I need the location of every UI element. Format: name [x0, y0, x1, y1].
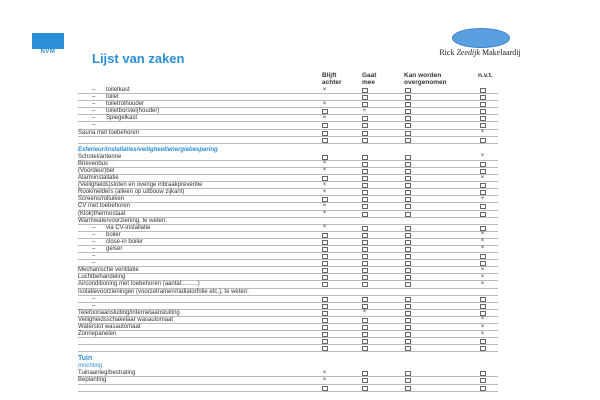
checkbox[interactable]: [480, 226, 486, 231]
checkbox[interactable]: [480, 339, 486, 344]
checkbox[interactable]: [405, 261, 411, 266]
checked-mark-icon[interactable]: ×: [322, 86, 327, 93]
checked-mark-icon[interactable]: ×: [322, 210, 327, 216]
checkbox[interactable]: [322, 254, 328, 259]
checkbox[interactable]: [405, 275, 411, 280]
page-title: Lijst van zaken: [92, 51, 185, 66]
checked-mark-icon[interactable]: ×: [480, 323, 485, 330]
checkbox[interactable]: [480, 254, 486, 259]
checkbox[interactable]: [405, 378, 411, 383]
checkbox[interactable]: [322, 233, 328, 238]
row-label: Airconditioning met toebehoren (aantal:.........): [78, 281, 200, 288]
table-row: [78, 331, 498, 338]
row-label: (Voordeur)bel: [78, 167, 115, 174]
checkbox[interactable]: [480, 304, 486, 309]
checkbox[interactable]: [362, 282, 368, 287]
dash-marker: –: [92, 101, 96, 108]
dash-marker: –: [92, 231, 96, 238]
checkbox[interactable]: [405, 162, 411, 167]
column-header-gaat-mee: Gaat mee: [362, 72, 377, 86]
checkbox[interactable]: [322, 268, 328, 273]
checkbox[interactable]: [480, 190, 486, 195]
checkbox[interactable]: [405, 116, 411, 121]
makelaar-last-name: Zeedijk: [456, 48, 480, 57]
table-row: [78, 203, 498, 210]
checkbox[interactable]: [480, 123, 486, 128]
checkbox[interactable]: [405, 240, 411, 245]
checked-mark-icon[interactable]: ×: [480, 330, 485, 337]
checkbox[interactable]: [405, 282, 411, 287]
dash-marker: –: [92, 108, 96, 115]
checkbox[interactable]: [322, 304, 328, 309]
row-label: Isolatievoorzieningen (voorzetramen/radiatorfolie etc.), te weten:: [78, 288, 249, 295]
checkbox[interactable]: [480, 162, 486, 167]
checked-mark-icon[interactable]: ×: [322, 376, 327, 383]
checkbox[interactable]: [405, 109, 411, 114]
checkbox[interactable]: [362, 95, 368, 100]
checkbox[interactable]: [362, 88, 368, 93]
checkbox[interactable]: [362, 332, 368, 337]
table-row: [78, 324, 498, 331]
checked-mark-icon[interactable]: ×: [480, 273, 485, 280]
row-label: Warmwatervoorziening, te weten:: [78, 217, 167, 224]
checkbox[interactable]: [362, 371, 368, 376]
checked-mark-icon[interactable]: ×: [322, 224, 327, 231]
dash-marker: –: [92, 238, 96, 245]
checkbox[interactable]: [480, 88, 486, 93]
row-label: via CV-installatie: [106, 224, 151, 231]
table-row: [78, 370, 498, 377]
checkbox[interactable]: [480, 204, 486, 209]
checkbox[interactable]: [362, 131, 368, 136]
row-label: (Veiligheids)sloten en overige inbraakpreventie: [78, 182, 203, 189]
table-row: [78, 296, 498, 303]
row-label: CV met toebehoren: [78, 203, 131, 210]
row-label: Telefoonaansluiting/internetaansluiting: [78, 309, 180, 316]
checkbox[interactable]: [322, 297, 328, 302]
checked-mark-icon[interactable]: ×: [480, 231, 485, 238]
dash-marker: –: [92, 94, 96, 101]
table-row: [78, 253, 498, 260]
table-row: [78, 196, 498, 203]
table-row: [78, 137, 498, 144]
table-row: [78, 189, 498, 196]
row-label: Sauna met toebehoren: [78, 129, 140, 136]
table-row: [78, 154, 498, 161]
checkbox[interactable]: [362, 138, 368, 143]
section-subtitle: Inrichting: [78, 363, 103, 370]
table-row: [78, 281, 498, 288]
checkbox[interactable]: [405, 155, 411, 160]
checkbox[interactable]: [322, 311, 328, 316]
checkbox[interactable]: [405, 176, 411, 181]
checkbox[interactable]: [362, 254, 368, 259]
table-row: [78, 274, 498, 281]
checked-mark-icon[interactable]: ×: [480, 129, 485, 136]
checkbox[interactable]: [322, 261, 328, 266]
table-row: [78, 267, 498, 274]
row-label: toiletrolhouder: [106, 101, 145, 108]
checkbox[interactable]: [405, 183, 411, 188]
checkbox[interactable]: [405, 233, 411, 238]
checkbox[interactable]: [480, 386, 486, 391]
dash-marker: –: [92, 253, 96, 260]
checked-mark-icon[interactable]: ×: [480, 195, 485, 202]
checked-mark-icon[interactable]: ×: [480, 238, 485, 245]
checkbox[interactable]: [405, 254, 411, 259]
checkbox[interactable]: [362, 212, 368, 217]
dash-marker: –: [92, 224, 96, 231]
table-row: [78, 225, 498, 232]
checkbox[interactable]: [405, 247, 411, 252]
checkbox[interactable]: [362, 123, 368, 128]
checkbox[interactable]: [405, 169, 411, 174]
checkbox[interactable]: [480, 311, 486, 316]
dash-marker: –: [92, 115, 96, 122]
checkbox[interactable]: [362, 247, 368, 252]
checkbox[interactable]: [405, 95, 411, 100]
row-label: Zonnepanelen: [78, 331, 117, 338]
checkbox[interactable]: [362, 226, 368, 231]
row-label: Screens/rolluiken: [78, 196, 125, 203]
row-label: toilet: [106, 94, 119, 101]
checkbox[interactable]: [362, 268, 368, 273]
table-row: [78, 377, 498, 384]
checkbox[interactable]: [480, 138, 486, 143]
dash-marker: –: [92, 260, 96, 267]
checked-mark-icon[interactable]: ×: [322, 114, 327, 121]
checkbox[interactable]: [362, 183, 368, 188]
checkbox[interactable]: [405, 138, 411, 143]
checkbox[interactable]: [362, 197, 368, 202]
table-row: [78, 87, 498, 94]
makelaar-suffix: Makelaardij: [482, 48, 521, 57]
checkbox[interactable]: [362, 155, 368, 160]
row-label: Brievenbus: [78, 160, 109, 167]
row-label: Veiligheidsschakelaar wasautomaat: [78, 316, 174, 323]
table-row: [78, 239, 498, 246]
table-row: [78, 94, 498, 101]
row-label: Mechanische ventilatie: [78, 267, 139, 274]
checkbox[interactable]: [322, 123, 328, 128]
table-row: [78, 260, 498, 267]
checkbox[interactable]: [322, 346, 328, 351]
checked-mark-icon[interactable]: ×: [480, 153, 485, 160]
checkbox[interactable]: [405, 318, 411, 323]
checked-mark-icon[interactable]: ×: [480, 174, 485, 181]
row-label: geiser: [106, 245, 123, 252]
items-table: [78, 87, 498, 392]
dash-marker: –: [92, 122, 96, 129]
checkbox[interactable]: [362, 325, 368, 330]
checkbox[interactable]: [362, 240, 368, 245]
checkbox[interactable]: [480, 297, 486, 302]
checkbox[interactable]: [405, 325, 411, 330]
checked-mark-icon[interactable]: ×: [322, 167, 327, 174]
checkbox[interactable]: [480, 169, 486, 174]
checkbox[interactable]: [405, 304, 411, 309]
checkbox[interactable]: [322, 247, 328, 252]
table-row: [78, 385, 498, 392]
table-row: [78, 108, 498, 115]
checkbox[interactable]: [322, 240, 328, 245]
checkbox[interactable]: [405, 226, 411, 231]
row-label: Spiegelkast: [106, 115, 138, 122]
checked-mark-icon[interactable]: ×: [480, 280, 485, 287]
table-row: [78, 289, 498, 296]
checkbox[interactable]: [362, 378, 368, 383]
checkbox[interactable]: [405, 204, 411, 209]
nvm-logo: [32, 33, 64, 55]
checkbox[interactable]: [405, 131, 411, 136]
checkbox[interactable]: [405, 346, 411, 351]
checked-mark-icon[interactable]: ×: [322, 188, 327, 195]
table-row: [78, 317, 498, 324]
table-row: [78, 175, 498, 182]
checkbox[interactable]: [362, 162, 368, 167]
dash-marker: –: [92, 302, 96, 309]
column-header-kan-worden-overgenomen: Kan worden overgenomen: [404, 72, 447, 86]
checked-mark-icon[interactable]: ×: [480, 316, 485, 323]
checked-mark-icon[interactable]: ×: [362, 107, 367, 114]
checkbox[interactable]: [480, 116, 486, 121]
checkbox[interactable]: [405, 386, 411, 391]
row-label: toiletkast: [106, 87, 130, 93]
makelaar-logo-emblem: [452, 28, 510, 48]
checkbox[interactable]: [362, 318, 368, 323]
section-title: Tuin: [78, 355, 93, 363]
checkbox[interactable]: [322, 138, 328, 143]
checkbox[interactable]: [480, 346, 486, 351]
checked-mark-icon[interactable]: ×: [322, 369, 327, 376]
checkbox[interactable]: [405, 102, 411, 107]
checkbox[interactable]: [362, 102, 368, 107]
row-label: close-in boiler: [106, 238, 144, 245]
checkbox[interactable]: [480, 183, 486, 188]
table-row: [78, 115, 498, 122]
checkbox[interactable]: [322, 332, 328, 337]
dash-marker: –: [92, 295, 96, 302]
table-row: [78, 246, 498, 253]
checkbox[interactable]: [362, 261, 368, 266]
dash-marker: –: [92, 87, 96, 93]
checkbox[interactable]: [322, 339, 328, 344]
table-row: [78, 122, 498, 129]
row-label: Waterslot wasautomaat: [78, 324, 141, 330]
checkbox[interactable]: [322, 176, 328, 181]
row-label: Luchtbehandeling: [78, 274, 126, 281]
table-row: [78, 232, 498, 239]
checkbox[interactable]: [362, 233, 368, 238]
checkbox[interactable]: [322, 325, 328, 330]
row-label: Tuinaanleg/bestrating: [78, 370, 136, 377]
checkbox[interactable]: [322, 109, 328, 114]
table-row: [78, 168, 498, 175]
checkbox[interactable]: [405, 88, 411, 93]
checkbox[interactable]: [405, 311, 411, 316]
checkbox[interactable]: [322, 197, 328, 202]
checkbox[interactable]: [480, 371, 486, 376]
checkbox[interactable]: [362, 386, 368, 391]
row-label: (Klok)thermostaat: [78, 210, 126, 217]
dash-marker: –: [92, 245, 96, 252]
checkbox[interactable]: [480, 212, 486, 217]
table-row: [78, 182, 498, 189]
row-label: Rookmelders (alleen op uitbouw zijkant): [78, 189, 185, 196]
checkbox[interactable]: [362, 190, 368, 195]
checkbox[interactable]: [405, 339, 411, 344]
makelaar-logo-text: [416, 48, 544, 57]
checkbox[interactable]: [322, 155, 328, 160]
table-row: [78, 211, 498, 218]
table-row: [78, 338, 498, 345]
nvm-logo-text: NVM: [40, 49, 56, 55]
row-label: Alarminstallatie: [78, 175, 119, 182]
makelaar-first-name: Rick: [439, 48, 455, 57]
column-header-nvt: n.v.t.: [478, 72, 493, 79]
row-label: Beplanting: [78, 377, 107, 384]
checkbox[interactable]: [362, 176, 368, 181]
checked-mark-icon[interactable]: ×: [480, 266, 485, 273]
checkbox[interactable]: [362, 204, 368, 209]
checkbox[interactable]: [405, 212, 411, 217]
checkbox[interactable]: [362, 169, 368, 174]
checkbox[interactable]: [480, 378, 486, 383]
checked-mark-icon[interactable]: ×: [322, 181, 327, 188]
row-label: Schotel/antenne: [78, 153, 122, 160]
checkbox[interactable]: [405, 268, 411, 273]
row-label: boiler: [106, 231, 121, 238]
checkbox[interactable]: [322, 386, 328, 391]
checkbox[interactable]: [480, 102, 486, 107]
column-header-blijft-achter: Blijft achter: [322, 72, 342, 86]
checkbox[interactable]: [362, 346, 368, 351]
section-title: Exterieur/installaties/veiligheid/energiebesparing: [78, 146, 218, 153]
checkbox[interactable]: [405, 190, 411, 195]
checkbox[interactable]: [362, 116, 368, 121]
table-row: [78, 310, 498, 317]
table-row: [78, 161, 498, 168]
checkbox[interactable]: [480, 109, 486, 114]
checkbox[interactable]: [480, 261, 486, 266]
checkbox[interactable]: [322, 318, 328, 323]
checked-mark-icon[interactable]: ×: [322, 202, 327, 209]
checked-mark-icon[interactable]: ×: [322, 100, 327, 107]
checkbox[interactable]: [405, 197, 411, 202]
checkbox[interactable]: [362, 297, 368, 302]
makelaar-logo: [416, 28, 544, 58]
checked-mark-icon[interactable]: ×: [362, 309, 367, 316]
checkbox[interactable]: [322, 275, 328, 280]
checkbox[interactable]: [322, 282, 328, 287]
checkbox[interactable]: [405, 297, 411, 302]
checkbox[interactable]: [362, 339, 368, 344]
checkbox[interactable]: [362, 275, 368, 280]
checkbox[interactable]: [362, 304, 368, 309]
table-row: [78, 101, 498, 108]
row-label: toiletborstel(houder): [106, 108, 160, 115]
table-row: [78, 130, 498, 137]
table-row: [78, 303, 498, 310]
checkbox[interactable]: [405, 371, 411, 376]
checkbox[interactable]: [322, 131, 328, 136]
checked-mark-icon[interactable]: ×: [480, 245, 485, 252]
checkbox[interactable]: [405, 123, 411, 128]
nvm-logo-mark: [32, 33, 64, 49]
checkbox[interactable]: [480, 95, 486, 100]
checked-mark-icon[interactable]: ×: [322, 160, 327, 167]
table-row: [78, 345, 498, 352]
table-row: [78, 218, 498, 225]
checkbox[interactable]: [405, 332, 411, 337]
